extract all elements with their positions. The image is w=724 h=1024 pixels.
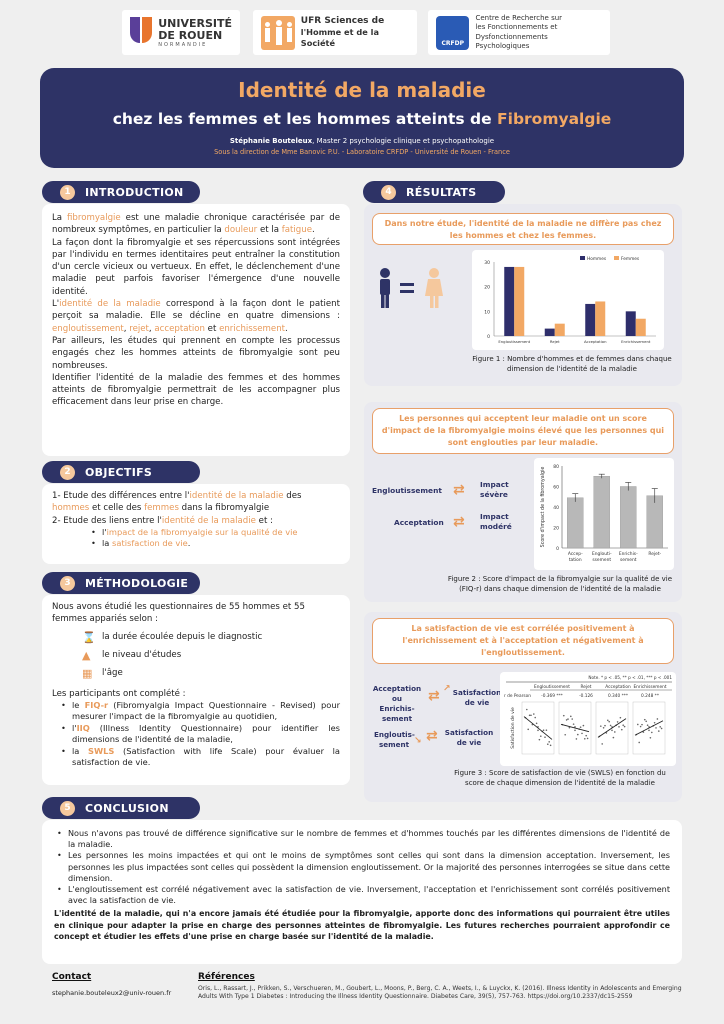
bar [647,496,663,548]
chart-gender-dimensions [472,250,664,350]
x-tick-label: Acceptation [583,339,607,344]
scatter-point [650,737,652,739]
scatter-point [622,724,624,726]
references-title: Références [198,972,255,982]
bar [555,324,565,336]
man-icon [376,266,466,310]
scatter-point [537,730,539,732]
scatter-point [577,734,579,736]
regression-line [524,717,552,740]
section-header-objectifs [42,461,200,483]
bar [620,487,636,549]
author-line [40,137,684,145]
scatter-point [573,723,575,725]
scatter-point [655,727,657,729]
section-title: OBJECTIFS [85,465,153,479]
section-header-conclusion [42,797,200,819]
x-tick-label: Rejet- [648,552,662,557]
scatter-point [661,728,663,730]
bar [626,311,636,336]
scatter-point [621,729,623,731]
list-item: • la SWLS (Satisfaction with life Scale) pour évaluer la satisfaction de vie. [58,746,340,769]
bar [514,267,524,336]
scatter-point [540,735,542,737]
scatter-point [603,727,605,729]
x-tick-label: tation [568,558,582,563]
scatter-point [658,730,660,732]
dimension-label: Acceptation ou Enrichis- sement [372,684,422,723]
scatter-point [526,709,528,711]
logo-ufr [253,10,417,55]
criteria-label: le niveau d'études [102,650,182,661]
column-header: Engloutissement [534,685,570,690]
chart-fiqr-impact [534,458,674,570]
scatter-point [547,743,549,745]
column-header: Acceptation [605,685,631,690]
criteria-label: la durée écoulée depuis le diagnostic [102,632,263,643]
result-panel-3 [364,612,682,802]
result-panel-1 [364,204,682,386]
scatter-point [654,722,656,724]
r-value: -0.369 *** [541,694,563,699]
x-tick-label: Enrichis- [618,552,638,557]
scatter-point [618,726,620,728]
scatter-point [566,719,568,721]
legend-label: Femmes [621,257,640,262]
section-title: RÉSULTATS [406,185,477,199]
title-banner [40,68,684,168]
poster-title: Identité de la maladie [238,78,486,102]
direction-line: Sous la direction de Mme Banovic P.U. - Laboratoire CRFDP - Université de Rouen - France [214,148,510,156]
bar [585,304,595,336]
impact-label: Impact sévère [480,480,509,499]
intro-p4: Par ailleurs, les études qui prennent en compte les processus engagés chez les hommes atteints de fibromyalgie sont peu nombreuses. [52,335,340,371]
section-number: 2 [60,465,75,480]
contact-email[interactable]: stephanie.bouteleux2@univ-rouen.fr [52,989,172,997]
list-item: • l'impact de la fibromyalgie sur la qualité de vie [88,527,340,539]
logo-ufr-line2: l'Homme et de la Société [300,27,379,48]
bar [636,319,646,336]
intro-p1: La fibromyalgie est une maladie chronique caractérisée par de nombreux symptômes, en particulier la douleur et la fatigue. [52,213,340,236]
legend-label: Hommes [587,257,607,262]
scatter-point [657,718,659,720]
introduction-panel [42,204,350,456]
scatter-point [584,738,586,740]
list-item: • l'IIQ (Illness Identity Questionnaire) pour identifier les dimensions de l'identité de la maladie, [58,723,340,746]
poster-subtitle [40,110,684,128]
scatter-point [617,721,619,723]
logo-univ-line1: UNIVERSITÉ [158,16,232,30]
criteria-row [82,647,340,665]
y-tick-label: 30 [484,261,490,266]
scatter-point [659,726,661,728]
objectif-1: 1- Etude des différences entre l'identité de la maladie des hommes et celle des femmes dans la fibromyalgie [52,491,302,514]
list-item: • Nous n'avons pas trouvé de différence significative sur le nombre de femmes et d'hommes touchés par les différentes dimensions de l'identité de la maladie. [54,828,670,850]
graduation-cap-icon: ▲ [82,649,91,663]
references-block [198,972,682,1002]
scatter-point [637,724,639,726]
scatter-point [581,733,583,735]
crfdp-badge-text: CRFDP [441,39,464,47]
scatter-point [647,724,649,726]
section-title: INTRODUCTION [85,185,184,199]
scatter-point [533,713,535,715]
figure-1-caption: Figure 1 : Nombre d'hommes et de femmes dans chaque dimension de l'identité de la maladie [472,355,672,373]
scatter-point [574,730,576,732]
logo-crf-line3: Dysfonctionnements Psychologiques [475,32,548,50]
scatter-point [583,725,585,727]
satisfaction-label: Satisfaction de vie [452,688,502,707]
bar [545,329,555,336]
y-tick-label: 40 [553,506,559,511]
scatter-point [644,719,646,721]
exchange-arrows-icon: ⇄ [428,688,440,704]
scatter-point [550,745,552,747]
questionnaire-list [58,700,340,769]
methodo-intro: Nous avons étudié les questionnaires de 55 hommes et 55 femmes appariés selon : [52,602,305,625]
bar [567,498,583,548]
section-number: 1 [60,185,75,200]
scatter-point [614,731,616,733]
scatter-point [604,725,606,727]
subtitle-part-b: Fibromyalgie [497,110,612,128]
bar [504,267,514,336]
dimension-label: Acceptation [394,518,444,527]
legend-swatch [580,256,585,260]
intro-p2: La façon dont la fibromyalgie et ses répercussions sont intégrées par l'individu en termes identitaires peut entraîner la constitution d'un cercle vicieux ou vertueux. En effet, le déclenchement d'une maladie peut parfois favoriser l'émergence d'une nouvelle identité. [52,237,340,297]
conclusion-list [54,828,670,906]
chart-note: Note. * p < .05, ** p < .01, *** p < .001 [588,675,672,680]
y-tick-label: 20 [553,526,559,532]
result-callout-3: La satisfaction de vie est corrélée positivement à l'enrichissement et à l'acceptation et négativement à l'engloutissement. [372,618,674,664]
logo-ufr-line1: UFR Sciences de [300,16,385,26]
scatter-point [638,742,640,744]
result-panel-2 [364,402,682,602]
scatter-point [645,720,647,722]
scatter-point [543,729,545,731]
y-tick-label: 10 [484,310,490,316]
scatter-point [640,726,642,728]
exchange-arrows-icon: ⇄ [426,728,438,744]
u-monogram-icon [130,17,153,49]
list-item: • le FIQ-r (Fibromyalgia Impact Questionnaire - Revised) pour mesurer l'impact de la fibromyalgie au quotidien, [58,700,340,723]
scatter-point [587,738,589,740]
x-tick-label: sement [620,558,637,563]
regression-line [635,721,663,736]
legend-swatch [614,256,619,260]
logo-crfdp [428,10,610,55]
hourglass-icon: ⌛ [82,631,96,645]
crfdp-badge-icon [436,16,469,50]
logo-crf-line2: les Fonctionnements et [475,23,558,31]
contact-title: Contact [52,972,92,982]
section-header-introduction [42,181,200,203]
dimension-label: Engloutissement [372,486,442,495]
scatter-point [600,725,602,727]
r-value: -0.126 [579,694,593,699]
objectif-2: 2- Etude des liens entre l'identité de la maladie et : [52,515,273,526]
y-tick-label: 0 [556,547,559,552]
criteria-row [82,629,340,647]
subtitle-part-a: chez les femmes et les hommes atteints de [112,110,498,128]
logo-universite-rouen [122,10,240,55]
objectifs-panel [42,484,350,564]
figure-3-caption: Figure 3 : Score de satisfaction de vie (SWLS) en fonction du score de chaque dimension de l'identité de la maladie [454,769,666,787]
x-tick-label: ssement [592,558,612,563]
x-tick-label: Englouti- [591,552,612,557]
author-name: Stéphanie Bouteleux [229,137,313,145]
scatter-point [527,729,529,731]
scatter-point [563,715,565,717]
list-item: • la satisfaction de vie. [88,538,340,550]
row-label: r de Pearson [504,694,531,699]
scatter-point [620,717,622,719]
column-header: Enrichissement [633,685,667,690]
scatter-point [624,726,626,728]
scatter-point [567,718,569,720]
scatter-point [651,732,653,734]
section-number: 4 [381,185,396,200]
scatter-point [608,721,610,723]
reference-text: Oris, L., Rassart, J., Prikken, S., Verschueren, M., Goubert, L., Moons, P., Berg, C. A., Weets, I., & Luyckx, K. (2016). Illness Identity in Adolescents and Emerging Adults With Type 1 Diabetes : Introducing the Illness Identity Questionnaire. Diabetes Care, 39(5), 757-763. https://doi.org/10.2337/dc15-2559 [198,985,682,1001]
scatter-point [585,735,587,737]
scatter-point [641,724,643,726]
scatter-point [530,714,532,716]
satisfaction-label: Satisfaction de vie [444,728,494,747]
up-right-arrow-icon: ↗ [443,684,451,694]
scatter-point [534,717,536,719]
y-tick-label: 60 [553,485,559,491]
list-item: • L'engloutissement est corrélé négativement avec la satisfaction de vie. Inversement, l'acceptation et l'enrichissement sont corrélés positivement avec la satisfaction de vie. [54,884,670,906]
relation-positive [368,684,508,723]
intro-p3: L'identité de la maladie correspond à la façon dont le patient perçoit sa maladie. Elle se décline en quatre dimensions : engloutissement, rejet, acceptation et enrichissement. [52,299,340,334]
figure-2-caption: Figure 2 : Score d'impact de la fibromyalgie sur la qualité de vie (FIQ-r) dans chaque dimension de l'identité de la maladie [447,575,673,593]
section-title: CONCLUSION [85,801,169,815]
scatter-point [529,714,531,716]
conclusion-summary: L'identité de la maladie, qui n'a encore jamais été étudiée pour la fibromyalgie, apporte donc des informations qui pourraient être utiles en clinique pour adapter la prise en charge des personnes atteintes de fibromyalgie. Les futures recherches pourraient approfondir ce concept et étudier les effets d'une prise en charge basée sur l'identité de la maladie. [54,909,670,941]
exchange-arrows-icon: ⇄ [453,514,465,530]
y-axis-label: Satisfaction de vie [511,707,516,749]
result-callout-2: Les personnes qui acceptent leur maladie ont un score d'impact de la fibromyalgie moins élevé que les personnes qui sont englouties par leur maladie. [372,408,674,454]
y-tick-label: 80 [553,465,559,470]
r-value: 0.248 ** [641,694,659,699]
scatter-point [580,726,582,728]
section-title: MÉTHODOLOGIE [85,576,189,590]
relation-negative [368,726,508,762]
impact-row-acceptation [372,512,532,536]
scatter-point [601,743,603,745]
impact-row-engloutissement [372,482,532,506]
people-group-icon [261,16,295,50]
y-tick-label: 0 [487,335,490,340]
logo-univ-line3: NORMANDIE [158,41,208,48]
scatter-point [564,734,566,736]
exchange-arrows-icon: ⇄ [453,482,465,498]
x-tick-label: Enrichissement [621,339,651,344]
author-role: , Master 2 psychologie clinique et psychopathologie [312,137,495,145]
scatter-point [613,737,615,739]
contact-block [52,972,202,997]
scatter-point [607,719,609,721]
r-value: 0.340 *** [607,694,629,699]
methodologie-panel [42,595,350,785]
scatter-point [611,730,613,732]
criteria-label: l'âge [102,668,123,679]
x-tick-label: Engloutissement [498,339,531,344]
criteria-row [82,665,340,683]
bar [595,301,605,336]
logo-univ-line2: DE ROUEN [158,28,223,42]
down-right-arrow-icon: ↘ [414,736,422,746]
scatter-point [648,730,650,732]
section-header-resultats [363,181,505,203]
impact-summary [372,480,532,540]
man-woman-equal-illustration [376,266,466,310]
scatter-point [544,736,546,738]
objectif-2-list [88,527,340,550]
scatter-point [548,741,550,743]
scatter-point [610,725,612,727]
calendar-icon: ▦ [82,667,93,681]
list-item: • Les personnes les moins impactées et qui ont le moins de symptômes sont celles qui sont dans la dimension acceptation. Inversement, les personnes les plus impactées sont celles qui possèdent la dimension engloutissement. Or la majorité des personnes interrogées se situe dans cette dimension. [54,850,670,884]
section-number: 3 [60,576,75,591]
scatter-point [546,729,548,731]
scatter-point [570,716,572,718]
impact-label: Impact modéré [480,512,512,531]
logo-crf-line1: Centre de Recherche sur [475,13,563,22]
section-number: 5 [60,801,75,816]
conclusion-panel [42,820,682,964]
regression-line [598,719,626,738]
bar [594,476,610,548]
scatter-point [571,718,573,720]
x-tick-label: Rejet [549,339,560,344]
y-axis-label: Score d'impact de la fibromyalgie [541,466,546,548]
intro-p5: Identifier l'identité de la maladie des femmes et des hommes atteints de fibromyalgie permettrait de les accompagner plus efficacement dans leur prise en charge. [52,372,340,408]
section-header-methodologie [42,572,200,594]
x-tick-label: Accep- [567,552,583,557]
scatter-point [576,738,578,740]
methodo-completed: Les participants ont complété : [52,688,186,699]
scatter-point [536,723,538,725]
scatter-point [539,739,541,741]
column-header: Rejet [580,685,592,690]
dimension-label: Engloutis- sement [374,730,415,749]
chart-swls-correlations [500,672,676,766]
y-tick-label: 20 [484,285,490,291]
result-callout-1: Dans notre étude, l'identité de la maladie ne diffère pas chez les hommes et chez les femmes. [372,213,674,245]
satisfaction-summary [368,682,508,762]
